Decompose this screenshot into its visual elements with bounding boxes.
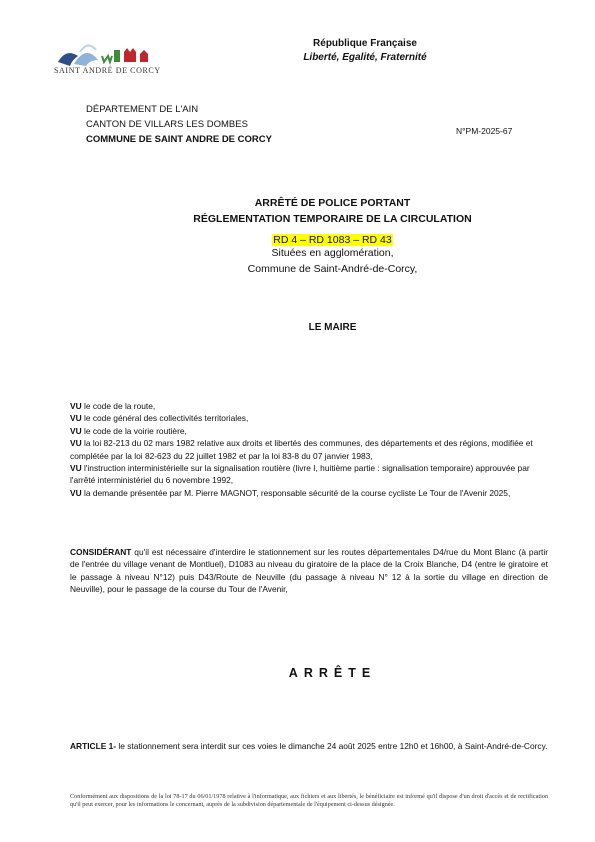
republic-motto: Liberté, Egalité, Fraternité xyxy=(303,52,427,63)
reference-number: N°PM-2025-67 xyxy=(456,126,513,136)
roads-highlight-row xyxy=(40,230,595,248)
le-maire-heading: LE MAIRE xyxy=(308,322,357,333)
vu-item: VU la demande présentée par M. Pierre MAGNOT, responsable sécurité de la course cycliste Le Tour de l'Avenir 2025, xyxy=(70,487,511,498)
canton-line: CANTON DE VILLARS LES DOMBES xyxy=(86,119,248,130)
title-sub-1: Situées en agglomération, xyxy=(271,247,394,259)
department-line: DÉPARTEMENT DE L'AIN xyxy=(86,104,199,115)
title-line-2: RÉGLEMENTATION TEMPORAIRE DE LA CIRCULATION xyxy=(193,213,472,225)
article-1: ARTICLE 1- le stationnement sera interdit sur ces voies le dimanche 24 août 2025 entre 12h0 et 16h00, à Saint-André-de-Corcy. xyxy=(70,741,548,751)
logo-light-swoosh xyxy=(74,53,98,66)
vu-item: VU la loi 82-213 du 02 mars 1982 relative aux droits et libertés des communes, des départements et des régions, modifiée et complétée par la loi 82-623 du 22 juillet 1982 et par la loi 83-8 du 07 janvier 1983, xyxy=(70,438,533,461)
considerant-paragraph: CONSIDÉRANT qu'il est nécessaire d'interdire le stationnement sur les routes départementales D4/rue du Mont Blanc (à partir de l'entrée du village venant de Montluel), D1083 au niveau du giratoire de la place de la Croix Blanche, D4 (entre le giratoire et le passage à niveau N°12) puis D43/Route de Neuville (du passage à niveau N° 12 à la sortie du village en direction de Neuville), pour le passage de la course du Tour de l'Avenir, xyxy=(70,547,548,595)
title-line-1: ARRÊTÉ DE POLICE PORTANT xyxy=(254,197,411,209)
logo-red-mark xyxy=(124,48,136,62)
vu-item: VU le code de la route, xyxy=(70,401,156,411)
logo-green-mark xyxy=(102,56,112,62)
legal-footer: Conformément aux dispositions de la loi 78-17 du 06/01/1978 relative à l'informatique, aux fichiers et aux libertés, le bénéficiaire est informé qu'il dispose d'un droit d'accès et de rectification qu'il peut exercer, pour les informations le concernant, auprès de la subdivision départementale de l'équipement ci-dessus désignée. xyxy=(70,793,548,809)
vu-list xyxy=(70,400,548,499)
article-1-keyword: ARTICLE 1- xyxy=(70,741,117,751)
commune-line: COMMUNE DE SAINT ANDRE DE CORCY xyxy=(86,134,272,145)
vu-item: VU le code général des collectivités territoriales, xyxy=(70,413,249,424)
vu-item: VU le code de la voirie routière, xyxy=(70,425,187,436)
vu-item: VU l'instruction interministérielle sur la signalisation routière (livre I, huitième partie : signalisation temporaire) approuvée par l'arrêté interministériel du 6 novembre 1992, xyxy=(70,463,530,486)
title-sub-2: Commune de Saint-André-de-Corcy, xyxy=(247,263,418,275)
logo-text: SAINT ANDRÉ DE CORCY xyxy=(54,66,161,75)
arrete-heading: ARRÊTE xyxy=(288,666,377,680)
roads-highlight: RD 4 – RD 1083 – RD 43 xyxy=(273,234,392,246)
considerant-keyword: CONSIDÉRANT xyxy=(70,547,132,557)
republic-title: République Française xyxy=(313,38,417,49)
